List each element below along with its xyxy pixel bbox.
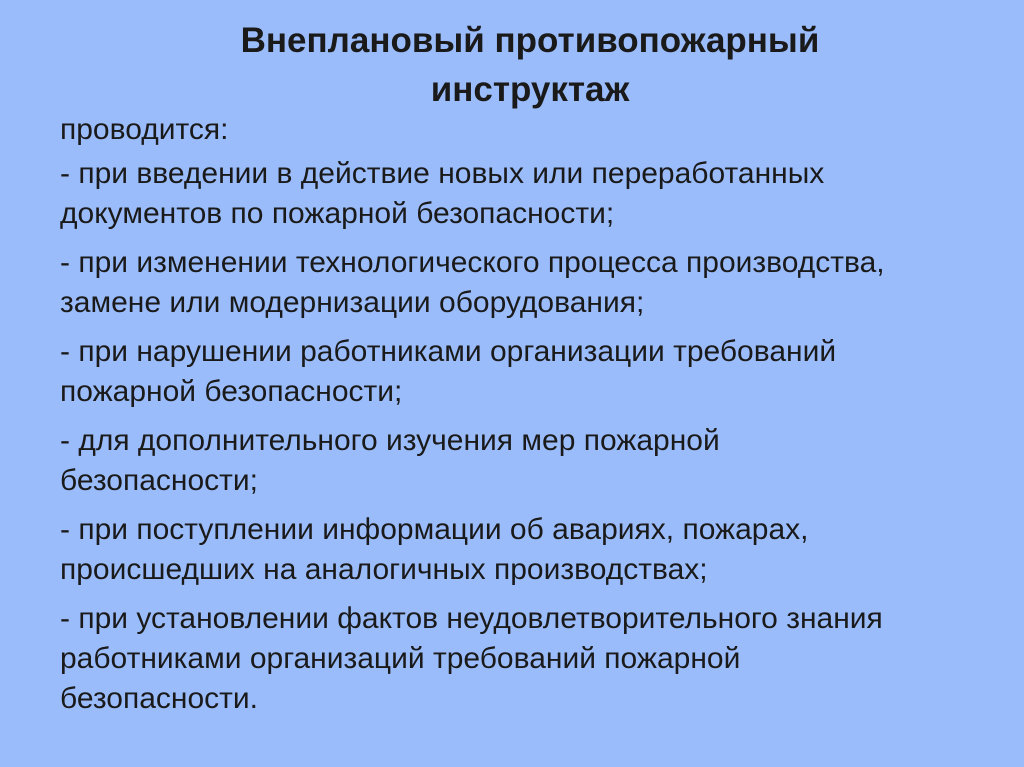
slide-body bbox=[60, 110, 1010, 728]
list-item-line: - при нарушении работниками организации требований bbox=[60, 335, 837, 368]
intro-text: проводится: bbox=[60, 113, 229, 146]
list-item-line: - при введении в действие новых или переработанных bbox=[60, 157, 825, 190]
list-item-new-documents bbox=[60, 154, 1010, 234]
list-item-line: документов по пожарной безопасности; bbox=[60, 197, 615, 230]
list-item-accident-info bbox=[60, 510, 1010, 590]
list-item-line: происшедших на аналогичных производствах; bbox=[60, 553, 708, 586]
list-item-insufficient-knowledge bbox=[60, 599, 1010, 719]
list-item-line: пожарной безопасности; bbox=[60, 375, 403, 408]
list-item-line: замене или модернизации оборудования; bbox=[60, 286, 645, 319]
list-item-line: - при установлении фактов неудовлетворительного знания bbox=[60, 602, 883, 635]
list-item-line: работниками организаций требований пожарной bbox=[60, 642, 741, 675]
list-item-line: - для дополнительного изучения мер пожарной bbox=[60, 424, 720, 457]
list-item-line: - при изменении технологического процесса производства, bbox=[60, 246, 885, 279]
list-item-additional-study bbox=[60, 421, 1010, 501]
list-item-line: безопасности. bbox=[60, 682, 258, 715]
title-line-2: инструктаж bbox=[430, 70, 630, 109]
list-item-line: - при поступлении информации об авариях, пожарах, bbox=[60, 513, 809, 546]
title-line-1: Внеплановый противопожарный bbox=[240, 21, 820, 60]
slide-title bbox=[0, 16, 1024, 114]
list-item-line: безопасности; bbox=[60, 464, 258, 497]
list-item-process-change bbox=[60, 243, 1010, 323]
list-item-violation bbox=[60, 332, 1010, 412]
